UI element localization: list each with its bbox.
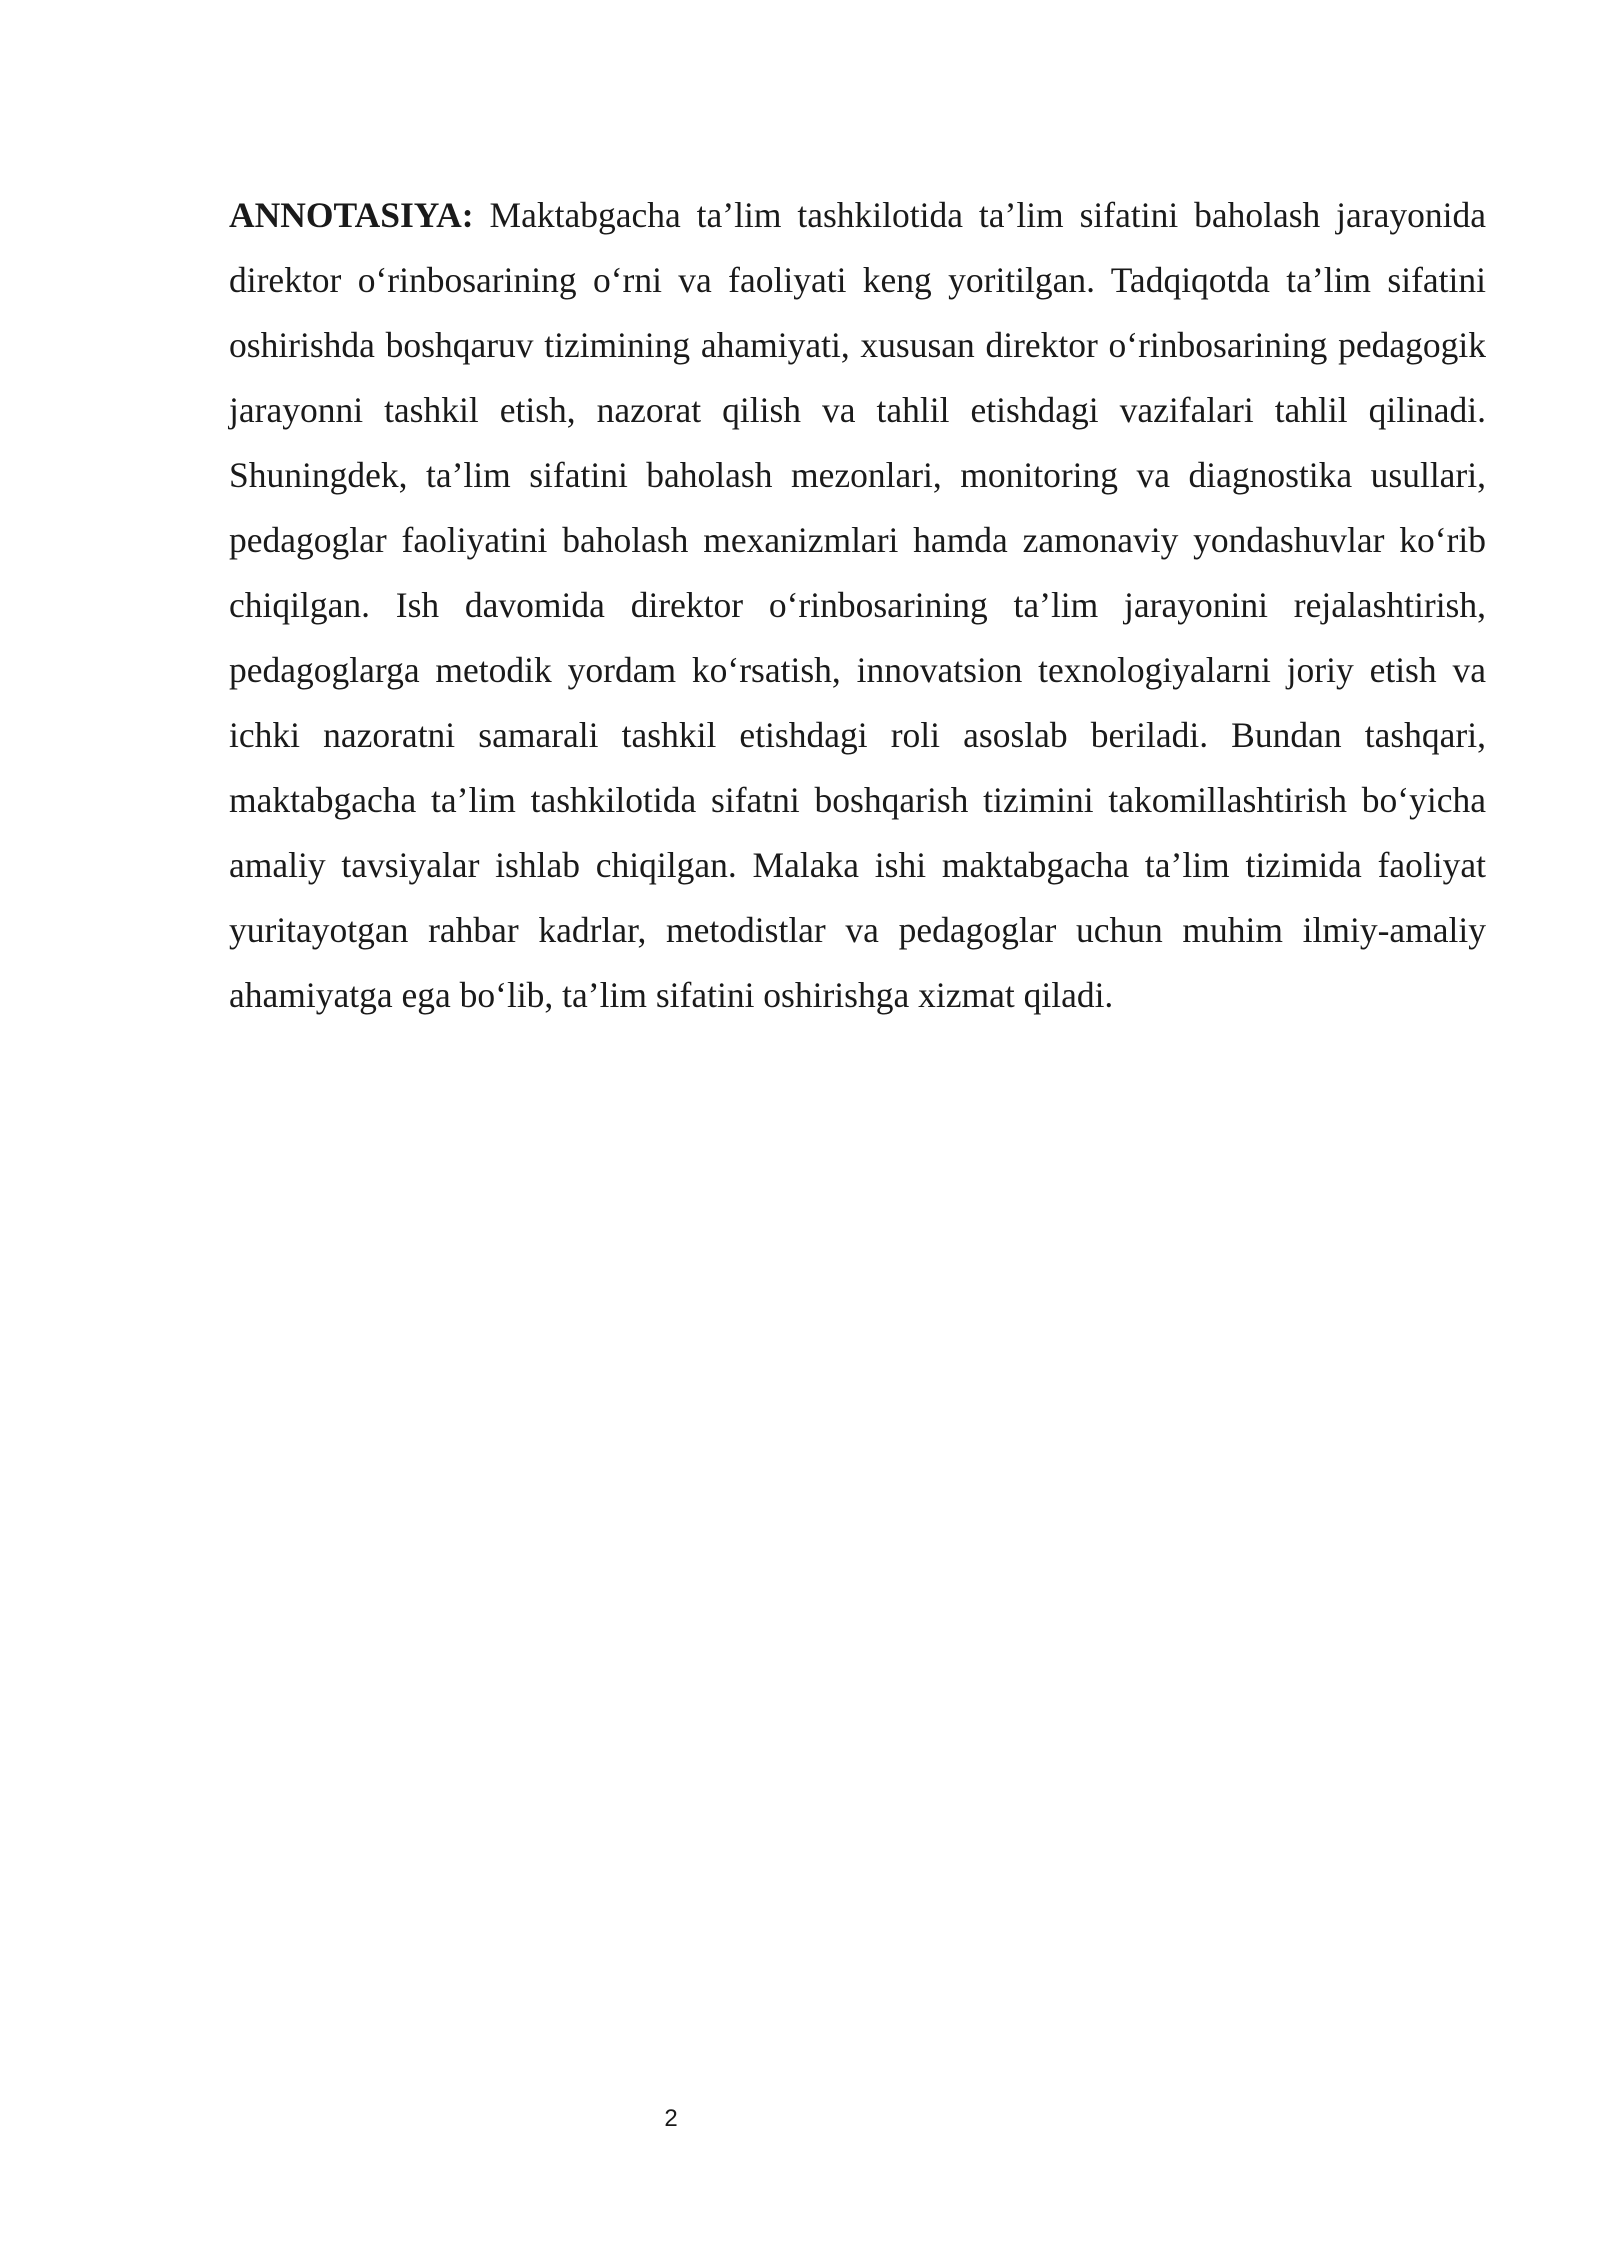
annotation-label: ANNOTASIYA: (229, 195, 474, 235)
annotation-text: Maktabgacha ta’lim tashkilotida ta’lim sifatini baholash jarayonida direktor o‘rinbosarining o‘rni va faoliyati keng yoritilgan. Tadqiqotda ta’lim sifatini oshirishda boshqaruv tizimining ahamiyati, xususan direktor o‘rinbosarining pedagogik jarayonni tashkil etish, nazorat qilish va tahlil etishdagi vazifalari tahlil qilinadi. Shuningdek, ta’lim sifatini baholash mezonlari, monitoring va diagnostika usullari, pedagoglar faoliyatini baholash mexanizmlari hamda zamonaviy yondashuvlar ko‘rib chiqilgan. Ish davomida direktor o‘rinbosarining ta’lim jarayonini rejalashtirish, pedagoglarga metodik yordam ko‘rsatish, innovatsion texnologiyalarni joriy etish va ichki nazoratni samarali tashkil etishdagi roli asoslab beriladi. Bundan tashqari, maktabgacha ta’lim tashkilotida sifatni boshqarish tizimini takomillashtirish bo‘yicha amaliy tavsiyalar ishlab chiqilgan. Malaka ishi maktabgacha ta’lim tizimida faoliyat yuritayotgan rahbar kadrlar, metodistlar va pedagoglar uchun muhim ilmiy-amaliy ahamiyatga ega bo‘lib, ta’lim sifatini oshirishga xizmat qiladi. (229, 195, 1487, 1015)
annotation-paragraph (229, 183, 1486, 1028)
page-number: 2 (664, 2105, 678, 2132)
